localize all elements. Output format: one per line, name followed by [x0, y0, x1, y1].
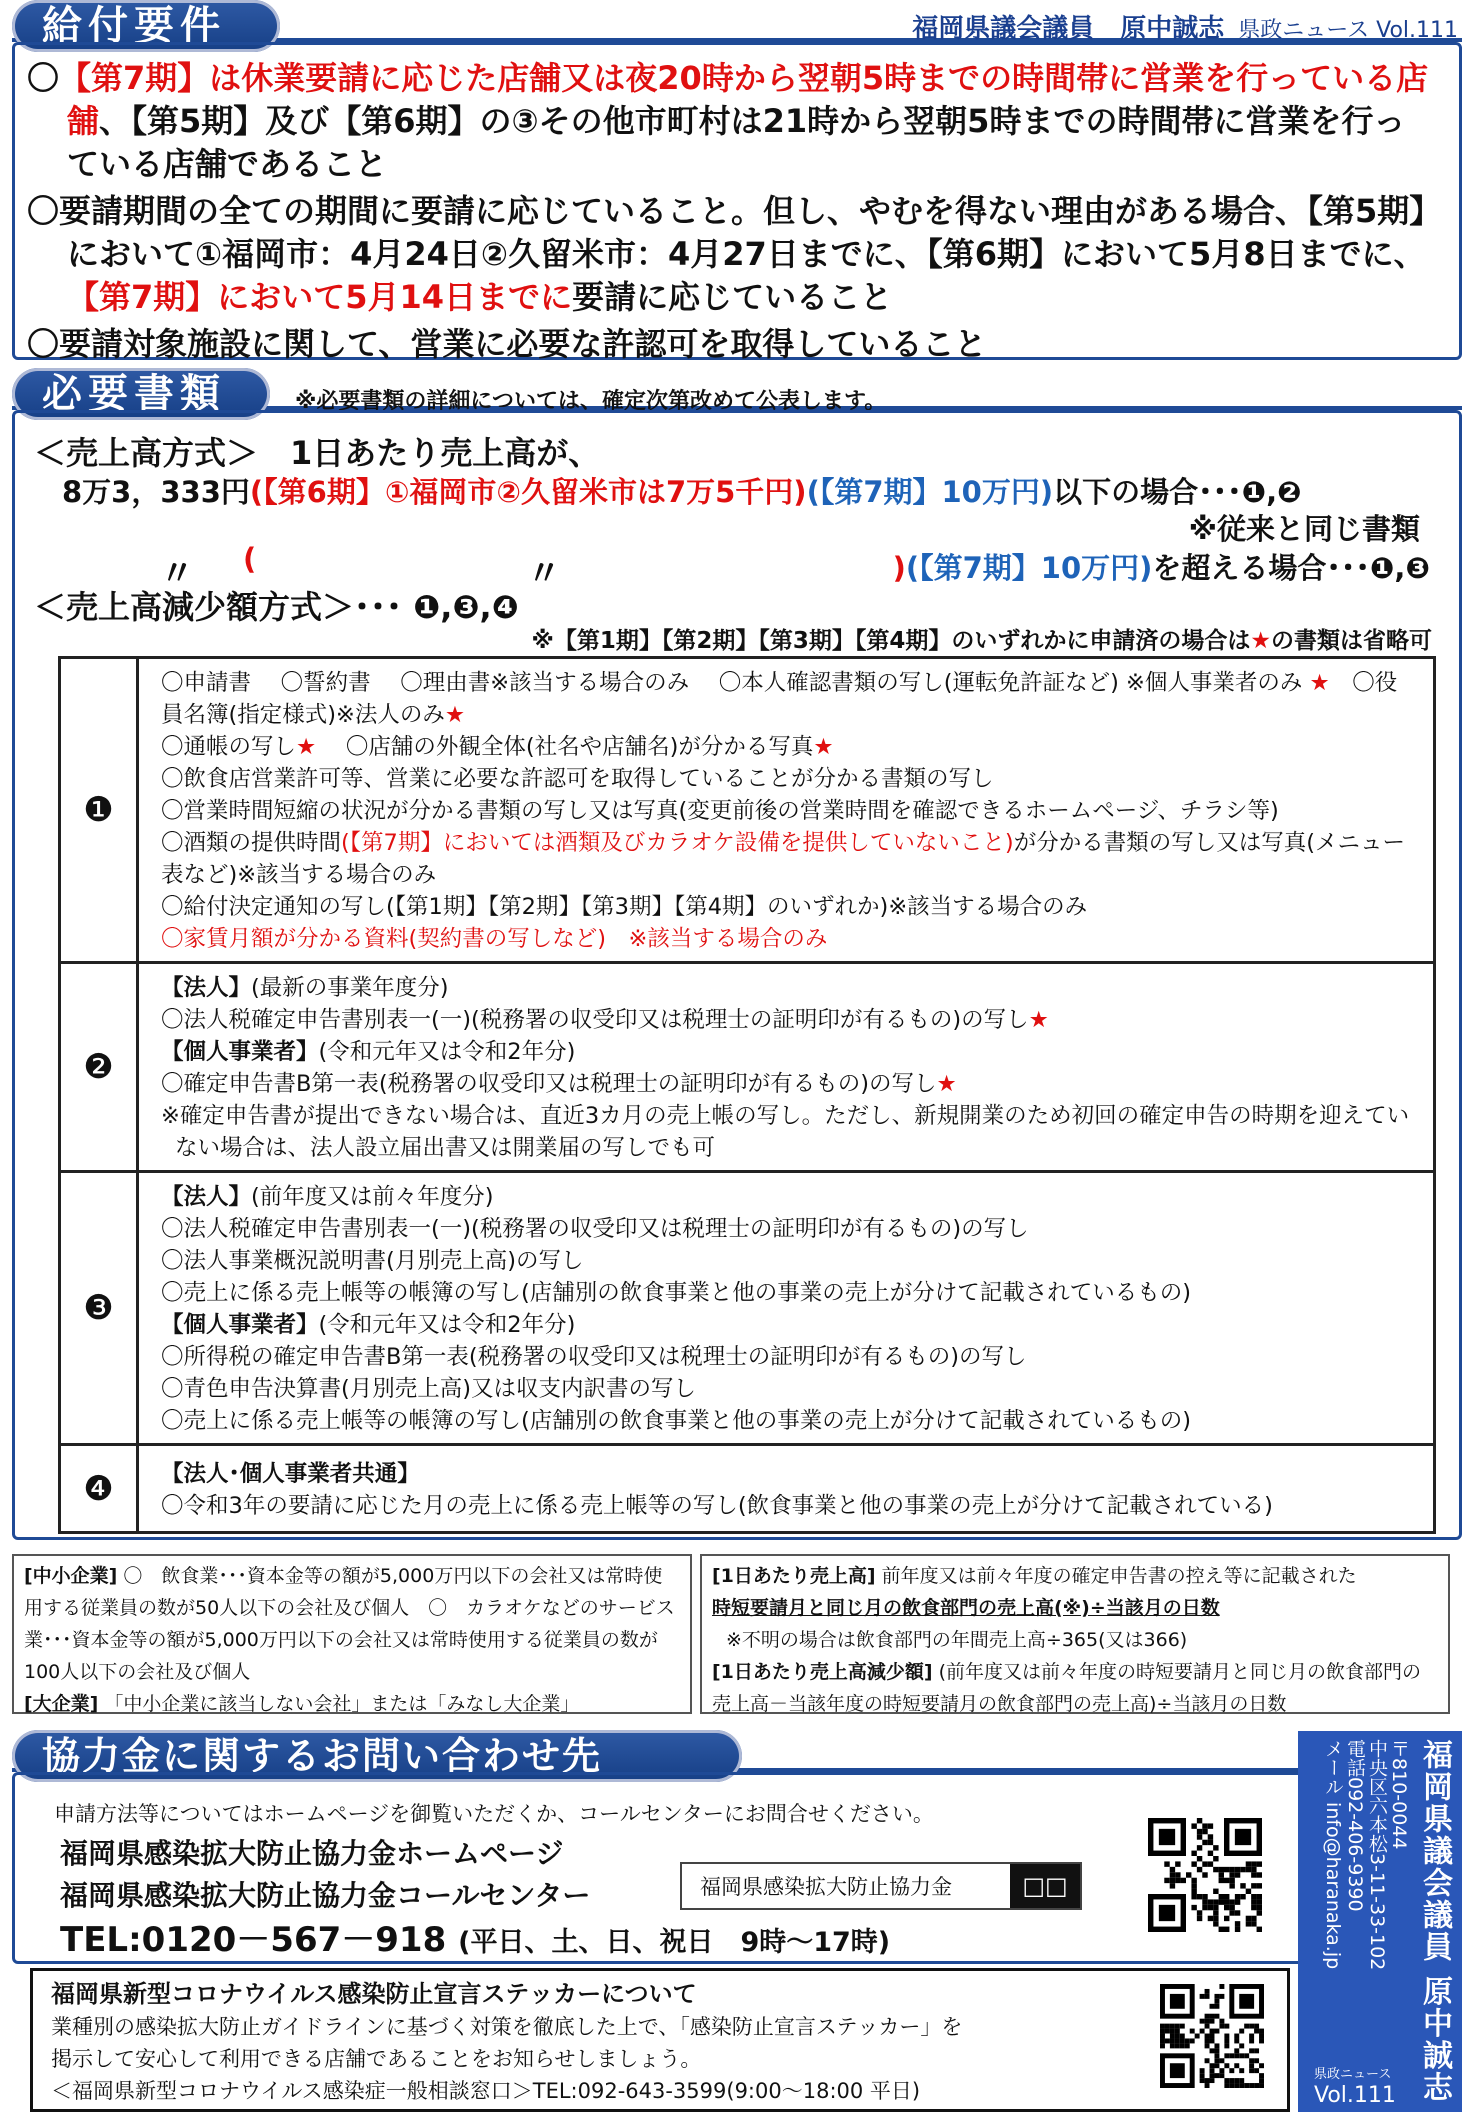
- callcenter-phone[interactable]: TEL:0120－567－918 (平日、土、日、祝日 9時～17時): [60, 1920, 891, 1960]
- paren-mark: (: [243, 542, 257, 576]
- documents-note: ※必要書類の詳細については、確定次第改めて公表します。: [295, 389, 887, 414]
- sales-method-exceed: )(【第7期】10万円)を超える場合･･･❶,❸: [892, 551, 1430, 585]
- definition-daily-sales: [1日あたり売上高] 前年度又は前々年度の確定申告書の控え等に記載された 時短要請月と同じ月の飲食部門の売上高(※)÷当該月の日数 ※不明の場合は飲食部門の年間売上高÷365(又は366) [1日あたり売上高減少額] (前年度又は前々年度の時短要請月と同じ月の飲食部門の売上高－当該年度の時短要請月の飲食部門の売上高)÷当該月の日数: [700, 1554, 1450, 1714]
- search-button[interactable]: □□: [1010, 1864, 1080, 1908]
- row-number: ❷: [60, 963, 138, 1172]
- section-title-documents: 必要書類: [12, 368, 270, 420]
- table-row: [60, 1445, 1435, 1533]
- callcenter-label: 福岡県感染拡大防止協力金コールセンター: [60, 1879, 591, 1912]
- sales-method-threshold: 8万3，333円(【第6期】①福岡市②久留米市は7万5千円)(【第7期】10万円)以下の場合･･･❶,❷: [62, 475, 1302, 509]
- ditto-mark: 〃: [527, 554, 561, 594]
- table-row: [60, 658, 1435, 963]
- requirement-1: 〇【第7期】は休業要請に応じた店舗又は夜20時から翌朝5時までの時間帯に営業を行っている店舗、【第5期】及び【第6期】の③その他市町村は21時から翌朝5時までの時間帯に営業を行っている店舗であること: [27, 59, 1429, 183]
- row-body: 【法人】(前年度又は前々年度分) 〇法人税確定申告書別表一(一)(税務署の収受印又は税理士の証明印が有るもの)の写し 〇法人事業概況説明書(月別売上高)の写し 〇売上に係る売上帳等の帳簿の写し(店舗別の飲食事業と他の事業の売上が分けて記載されているもの) 【個人事業者】(令和元年又は令和2年分) 〇所得税の確定申告書B第一表(税務署の収受印又は税理士の証明印が有るもの)の写し 〇青色申告決算書(月別売上高)又は収支内訳書の写し 〇売上に係る売上帳等の帳簿の写し(店舗別の飲食事業と他の事業の売上が分けて記載されているもの): [138, 1172, 1435, 1445]
- same-documents-note: ※従来と同じ書類: [1188, 512, 1420, 546]
- newsletter-header: 福岡県議会議員 原中誠志 県政ニュース Vol.111: [912, 14, 1458, 44]
- card-volume: Vol.111: [1314, 2083, 1396, 2108]
- section-title-contact: 協力金に関するお問い合わせ先: [12, 1730, 742, 1782]
- row-number: ❹: [60, 1445, 138, 1533]
- requirement-2: 〇要請期間の全ての期間に要請に応じていること。但し、やむを得ない理由がある場合、【第5期】において①福岡市：4月24日②久留米市：4月27日までに、【第6期】において5月8日までに、【第7期】において5月14日までに要請に応じていること: [27, 192, 1426, 316]
- requirements-box: [12, 42, 1462, 363]
- table-row: [60, 963, 1435, 1172]
- requirement-3: 〇要請対象施設に関して、営業に必要な許認可を取得していること: [27, 325, 987, 363]
- ditto-mark: 〃: [160, 554, 194, 594]
- qr-code-icon: [1160, 1984, 1264, 2088]
- row-number: ❸: [60, 1172, 138, 1445]
- star-omission-note: ※【第1期】【第2期】【第3期】【第4期】のいずれかに申請済の場合は★の書類は省略可: [531, 628, 1432, 654]
- qr-code-icon: [1148, 1818, 1262, 1932]
- sticker-box: [30, 1968, 1290, 2112]
- row-body: 【法人】(最新の事業年度分) 〇法人税確定申告書別表一(一)(税務署の収受印又は税理士の証明印が有るもの)の写し★ 【個人事業者】(令和元年又は令和2年分) 〇確定申告書B第一表(税務署の収受印又は税理士の証明印が有るもの)の写し★ ※確定申告書が提出できない場合は、直近3カ月の売上帳の写し。ただし、新規開業のため初回の確定申告の時期を迎えていない場合は、法人設立届出書又は開業届の写しでも可: [138, 963, 1435, 1172]
- sticker-body: 業種別の感染拡大防止ガイドラインに基づく対策を徹底した上で、「感染防止宣言ステッカー」を 掲示して安心して利用できる店舗であることをお知らせしましょう。 ＜福岡県新型コロナウイルス感染症一般相談窓口＞TEL:092-643-3599(9:00～18:00 平日): [51, 2015, 963, 2103]
- table-row: [60, 1172, 1435, 1445]
- decrease-method-title: ＜売上高減少額方式＞･･･ ❶,❸,❹: [34, 588, 519, 626]
- search-box[interactable]: [680, 1862, 1082, 1910]
- sticker-title: 福岡県新型コロナウイルス感染防止宣言ステッカーについて: [51, 1980, 697, 2008]
- card-name: 福岡県議会議員 原中誠志: [1417, 1739, 1452, 2104]
- definition-sme: [中小企業] 〇 飲食業･･･資本金等の額が5,000万円以下の会社又は常時使用する従業員の数が50人以下の会社及び個人 〇 カラオケなどのサービス業･･･資本金等の額が5,000万円以下の会社又は常時使用する従業員の数が100人以下の会社及び個人 [大企業] 「中小企業に該当しない会社」または「みなし大企業」: [12, 1554, 692, 1714]
- card-news-label: 県政ニュース: [1314, 2067, 1392, 2082]
- card-address: 〒810-0044 中央区六本松3-11-33-102 電話092-406-9390 メール info@haranaka.jp: [1322, 1739, 1410, 1971]
- sales-method-title: ＜売上高方式＞ 1日あたり売上高が、: [34, 434, 601, 472]
- name-card: [1298, 1731, 1462, 2112]
- section-title-requirements: 給付要件: [12, 0, 280, 52]
- row-number: ❶: [60, 658, 138, 963]
- homepage-link[interactable]: 福岡県感染拡大防止協力金ホームページ: [60, 1837, 564, 1870]
- row-body: 〇申請書 〇誓約書 〇理由書※該当する場合のみ 〇本人確認書類の写し(運転免許証など) ※個人事業者のみ ★ 〇役員名簿(指定様式)※法人のみ★ 〇通帳の写し★ 〇店舗の外観全体(社名や店舗名)が分かる写真★ 〇飲食店営業許可等、営業に必要な許認可を取得していることが分かる書類の写し 〇営業時間短縮の状況が分かる書類の写し又は写真(変更前後の営業時間を確認できるホームページ、チラシ等) 〇酒類の提供時間(【第7期】においては酒類及びカラオケ設備を提供していないこと)が分かる書類の写し又は写真(メニュー表など)※該当する場合のみ 〇給付決定通知の写し(【第1期】【第2期】【第3期】【第4期】のいずれか)※該当する場合のみ 〇家賃月額が分かる資料(契約書の写しなど) ※該当する場合のみ: [138, 658, 1435, 963]
- contact-intro: 申請方法等についてはホームページを御覧いただくか、コールセンターにお問合せください。: [54, 1802, 934, 1826]
- search-input[interactable]: 福岡県感染拡大防止協力金: [700, 1875, 952, 1899]
- row-body: 【法人･個人事業者共通】 〇令和3年の要請に応じた月の売上に係る売上帳等の写し(飲食事業と他の事業の売上が分けて記載されている): [138, 1445, 1435, 1533]
- documents-table: [58, 656, 1436, 1534]
